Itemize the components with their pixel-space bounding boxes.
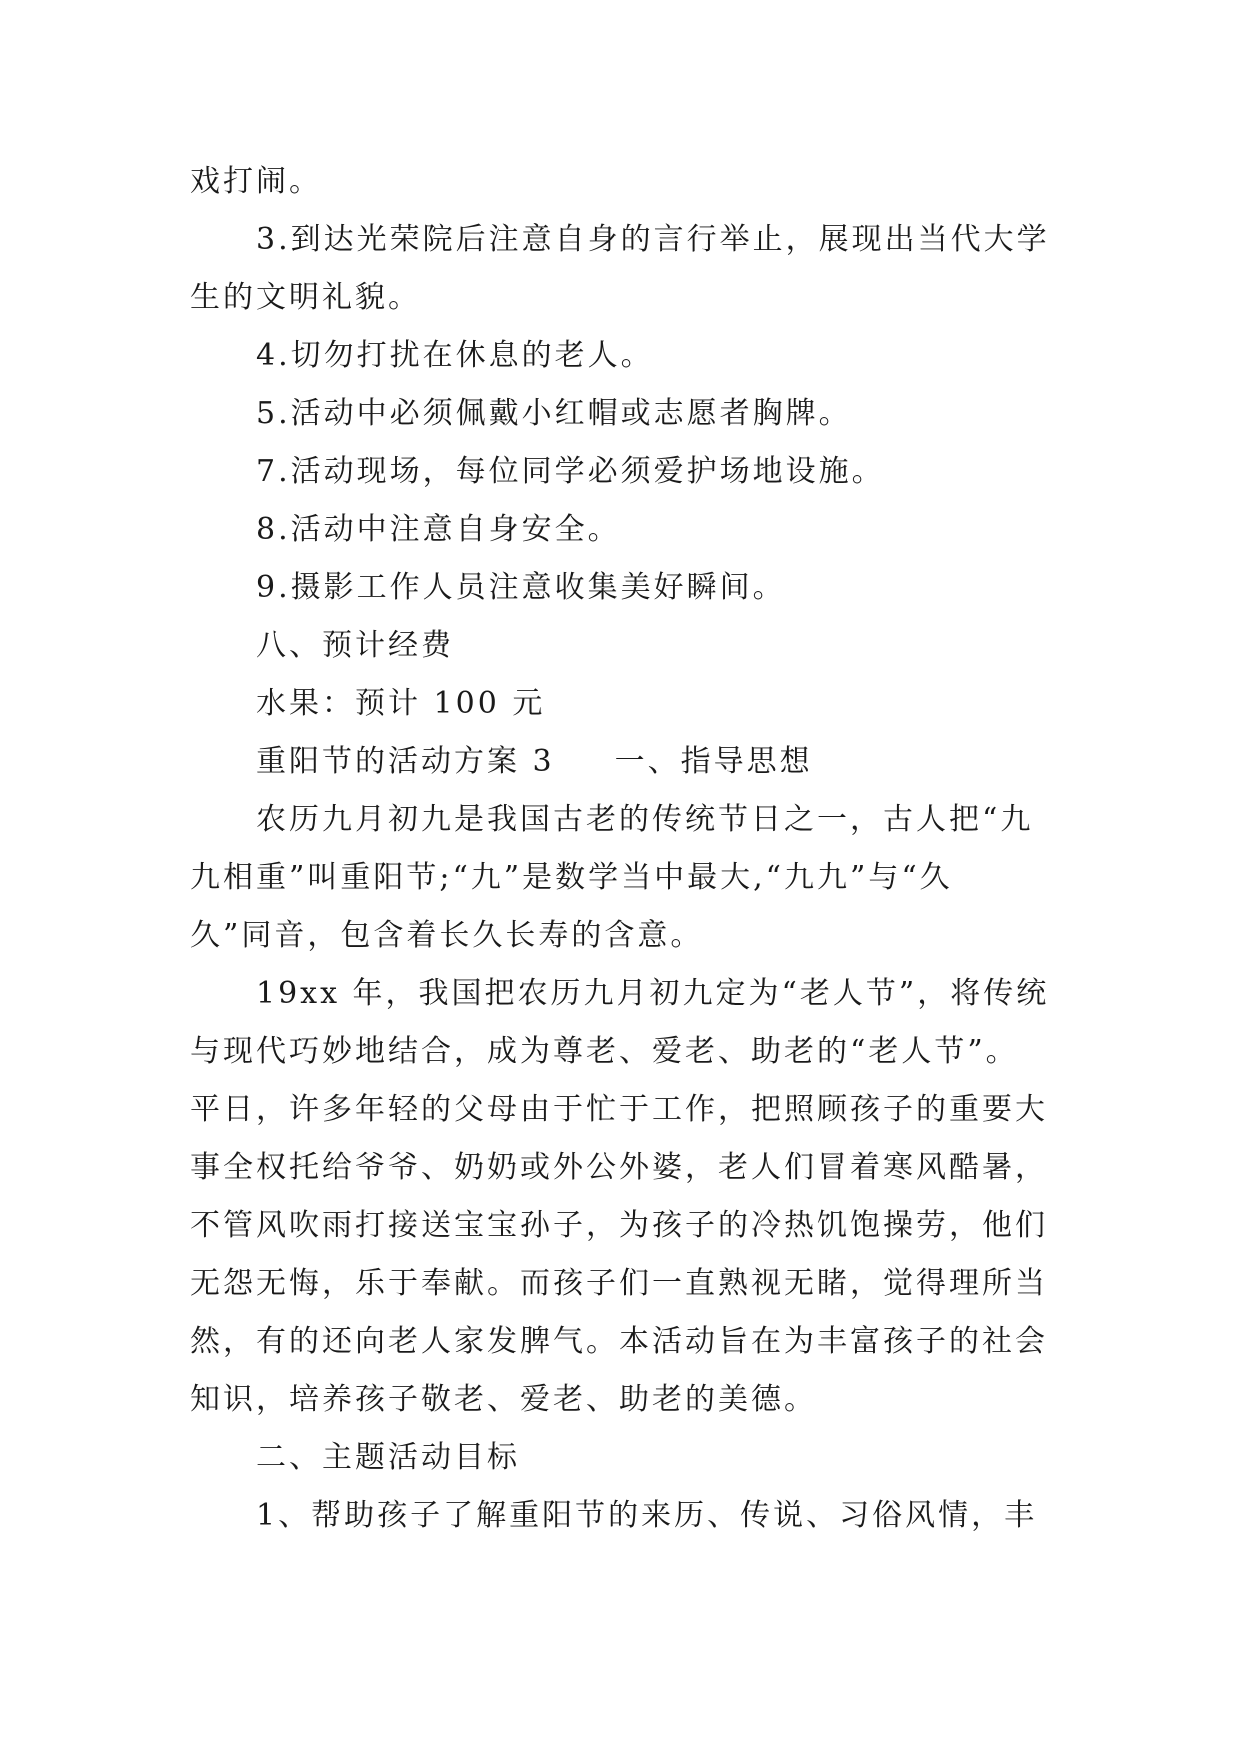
text-line: 不管风吹雨打接送宝宝孙子，为孩子的冷热饥饱操劳，他们 xyxy=(190,1208,1048,1243)
text-line: 19xx 年，我国把农历九月初九定为“老人节”，将传统 xyxy=(256,976,1050,1011)
title-line xyxy=(190,733,1050,791)
text-line: 平日，许多年轻的父母由于忙于工作，把照顾孩子的重要大 xyxy=(190,1092,1048,1127)
text-line: 与现代巧妙地结合，成为尊老、爱老、助老的“老人节”。 xyxy=(190,1034,1019,1069)
text-line: 然，有的还向老人家发脾气。本活动旨在为丰富孩子的社会 xyxy=(190,1324,1048,1359)
section-heading: 八、预计经费 xyxy=(256,628,454,663)
document-title: 重阳节的活动方案 3 xyxy=(256,744,555,779)
text-line: 九相重”叫重阳节;“九”是数学当中最大,“九九”与“久 xyxy=(190,860,953,895)
text-line: 戏打闹。 xyxy=(190,164,322,199)
text-line: 事全权托给爷爷、奶奶或外公外婆，老人们冒着寒风酷暑， xyxy=(190,1150,1048,1185)
text-line: 水果：预计 100 元 xyxy=(256,686,546,721)
document-body xyxy=(190,153,1050,1545)
section-heading: 一、指导思想 xyxy=(614,744,813,779)
text-line: 知识，培养孩子敬老、爱老、助老的美德。 xyxy=(190,1382,817,1417)
text-line: 久”同音，包含着长久长寿的含意。 xyxy=(190,918,704,953)
text-line: 8.活动中注意自身安全。 xyxy=(256,512,621,547)
text-line: 3.到达光荣院后注意自身的言行举止，展现出当代大学 xyxy=(256,222,1050,257)
text-line: 农历九月初九是我国古老的传统节日之一，古人把“九 xyxy=(256,802,1034,837)
text-line: 7.活动现场，每位同学必须爱护场地设施。 xyxy=(256,454,885,489)
text-line: 9.摄影工作人员注意收集美好瞬间。 xyxy=(256,570,786,605)
section-heading: 二、主题活动目标 xyxy=(256,1440,520,1475)
text-line: 5.活动中必须佩戴小红帽或志愿者胸牌。 xyxy=(256,396,852,431)
text-line: 1、帮助孩子了解重阳节的来历、传说、习俗风情，丰 xyxy=(256,1498,1038,1533)
text-line: 生的文明礼貌。 xyxy=(190,280,421,315)
text-line: 4.切勿打扰在休息的老人。 xyxy=(256,338,654,373)
text-line: 无怨无悔，乐于奉献。而孩子们一直熟视无睹，觉得理所当 xyxy=(190,1266,1048,1301)
